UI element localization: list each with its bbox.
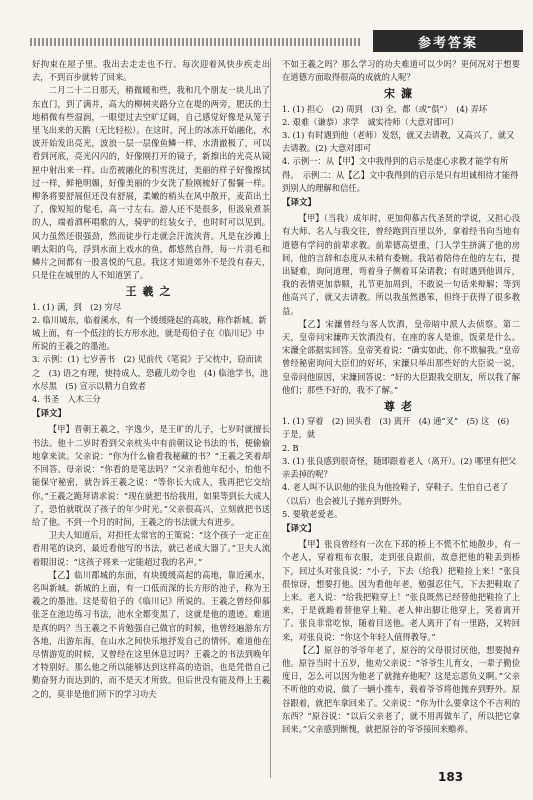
section-heading: 王羲之	[125, 285, 177, 299]
answer-item: 2. B	[282, 442, 299, 453]
translation-label: 【译文】	[282, 198, 317, 209]
translation-paragraph: 【甲】（当我）成年时，更加仰慕古代圣贤的学说，又担心没有大师、名人与我交往，曾经跑到百里以外，拿着经书向当地有道德有学问的前辈求教。前辈德高望重，门人学生挤满了他的房间，他的言辞和态度从未稍有委婉。我站着陪侍在他的左右，提出疑难，询问道理，弯着身子侧着耳朵请教；有时遇到他训斥，我的表情更加恭顺，礼节更加周到，不敢说一句话来辩解；等到他高兴了，就又去请教。所以我虽然愚笨，但终于获得了很多教益。	[282, 213, 520, 316]
column-divider	[270, 58, 271, 778]
answer-item: 5. 要敬老爱老。	[282, 508, 343, 519]
answer-item: 2. 艰难（谦恭）求学 诚实待师（大意对即可）	[282, 116, 459, 127]
paragraph: 好拘束在屋子里。我出去走走也不行。每次迎着风快步疾走出去，不到百步就转了回来。	[32, 59, 270, 83]
answer-item: 1. (1) 满，到 (2) 穷尽	[32, 301, 122, 312]
translation-paragraph: 卫夫人知道后，对担任太常官的王策说：“这个孩子一定正在看用笔的诀窍，最近看他写的书法，就已老成大器了。”卫夫人流着眼泪说：“这孩子将来一定能超过我的名声。”	[32, 530, 270, 567]
answer-item: 4. 示例一：从【甲】文中我得到的启示是虚心求教才能学有所得。 示例二：从【乙】文中我得到的启示是只有坦诚相待才能得到别人的理解和信任。	[282, 156, 519, 193]
paragraph: 不如王羲之吗？那么学习的功夫难道可以少吗？更何况对于想要在道德方面取得很高的成就的人呢？	[282, 59, 520, 83]
header-stripe	[30, 38, 360, 46]
page-number: 183	[438, 770, 464, 784]
answer-item: 3. (1) 张良感到很奇怪，随即跟着老人（离开）。(2) 哪里有把父亲丢掉的呢？	[282, 455, 517, 480]
translation-paragraph: 【甲】张良曾经有一次在下邳的桥上不慌不忙地散步，有一个老人，穿着粗布衣服，走到张良跟前，故意把他的鞋丢到桥下，回过头对张良说：“小子，下去（给我）把鞋捡上来！”张良很惊讶，想要打他。因为看他年老，勉强忍住气，下去把鞋取了上来。老人说：“给我把鞋穿上！”张良既然已经替他把鞋捡了上来，于是就跪着替他穿上鞋。老人伸出脚让他穿上，笑着离开了。张良非常吃惊，随着目送他。老人离开了有一里路，又转回来，对张良说：“你这个年轻人值得教导。”	[282, 539, 520, 642]
translation-label: 【译文】	[282, 523, 317, 534]
header-bar	[30, 30, 523, 52]
answer-item: 1. (1) 穿着 (2) 回头看 (3) 离开 (4) 通“叉” (5) 这 (6) 于是，就	[282, 416, 510, 440]
answer-item: 4. 书圣 入木三分	[32, 394, 101, 405]
answer-item: 2. 临川城东，临着溪水，有一个缓缓隆起的高坡，称作新城。新城上面，有一个低洼的长方形水池，就是荀伯子在《临川记》中所说的王羲之的墨池。	[32, 314, 267, 352]
translation-paragraph: 【乙】临川郡城的东面，有块缓缓高起的高地，靠近溪水，名叫新城。新城的上面，有一口低而深的长方形的池子，称为王羲之的墨池。这是荀伯子的《临川记》所说的。王羲之曾经仰慕张芝在池边练习书法，池水全都变黑了，这就是他的遗迹。难道是真的吗？当王羲之不肯勉强自己做官的时候，他曾经遍游东方各地，出游东海，在山水之间快乐地抒发自己的情怀。难道他在尽情游览的时候，又曾经在这里休息过吗？王羲之的书法到晚年才特别好。那么他之所以能够达到这样高的造诣，也是凭借自己勤奋努力而达到的，而不是天才所致。但后世没有能及得上王羲之的，莫非是他们所下的学习功夫	[32, 569, 270, 699]
answer-item: 3. 示例：(1) 七岁善书 (2) 见前代《笔说》于父枕中，窃而读之 (3) 语之有理，使持成人，恐蔽儿幼令也 (4) 临池学书，池水尽黑 (5) 宣示以精力自致者	[32, 354, 269, 391]
answer-item: 3. (1) 有时遇到他（老师）发怒，就又去请教，又高兴了，就又去请教。(2) 大意对即可	[282, 130, 515, 154]
answer-item: 1. (1) 担心 (2) 周到 (3) 全，都（或“俱”） (4) 弄坏	[282, 103, 488, 114]
translation-paragraph: 【乙】宋濂曾经与客人饮酒，皇帝暗中派人去侦察。第二天，皇帝问宋濂昨天饮酒没有，在座的客人是谁，饭菜是什么。宋濂全部据实回答。皇帝笑着说：“确实如此，你不欺骗我。”皇帝曾经秘密询问大臣们的好坏，宋濂只举出那些好的大臣说一说，皇帝问他原因，宋濂回答说：“好的大臣跟我交朋友，所以我了解他们；那些不好的，我不了解。”	[282, 318, 520, 395]
left-column	[32, 58, 270, 701]
answer-item: 4. 老人叫不认识他的张良为他捡鞋子，穿鞋子。生怕自己老了（以后）也会被儿子抛弃到野外。	[282, 482, 509, 506]
paragraph: 二月二十二日那天，稍微暖和些，我和几个朋友一块儿出了东直门，到了满井，高大的柳树夹路分立在堤的两旁，肥沃的土地稍微有些湿润，一眼望过去空旷辽阔，自己感觉好像是从笼子里飞出来的天鹅（无比轻松）。在这时，河上的冰冻开始融化，水波开始发出亮光，波浪一层一层像鱼鳞一样，水清澈极了，可以看到河底，亮光闪闪的，好像刚打开的镜子，新擦出的光亮从镜匣中射出来一样。山峦被融化的积雪洗过，美丽的样子好像擦拭过一样，鲜艳明媚，好像美丽的少女洗了脸刚梳好了髻鬟一样。柳条将要舒展但还没有舒展，柔嫩的梢头在风中散开，麦苗出土了，像短短的髦毛，高一寸左右。游人还不是很多，但汲泉煮茶的人，端着酒杯唱歌的人，骑驴的红装女子，也时时可以见到。风力虽然还很强劲，然而徒步行走就会汗流浃背。凡是在沙滩上晒太阳的鸟，浮到水面上戏水的鱼，都悠然自得，每一片羽毛和鳞片之间都有一股喜悦的气息。我这才知道郊外不是没有春天，只是住在城里的人不知道罢了。	[32, 85, 270, 281]
translation-paragraph: 【甲】晋朝王羲之，字逸少，是王旷的儿子，七岁时就擅长书法。他十二岁时看到父亲枕头中有前朝议论书法的书，便偷偷地拿来读。父亲说：“你为什么偷看我秘藏的书？”王羲之笑着却不回答。母亲说：“你看的是笔法吗？”父亲看他年纪小，怕他不能保守秘密，就告诉王羲之说：“等你长大成人，我再把它交给你。”王羲之跪拜请求说：“现在就把书给我用，如果等到长大成人了，恐怕就耽误了孩子的年少时光。”父亲很高兴，立刻就把书送给了他。不到一个月的时间，王羲之的书法就大有进步。	[32, 424, 270, 527]
section-heading: 尊老	[384, 400, 418, 414]
translation-label: 【译文】	[32, 409, 67, 420]
section-heading: 宋濂	[384, 87, 418, 101]
right-column	[282, 58, 520, 736]
section-title-tag: 参考答案	[373, 30, 523, 52]
translation-paragraph: 【乙】原谷的爷爷年老了，原谷的父母很讨厌他，想要抛弃他。原谷当时十五岁，他劝父亲说：“爷爷生儿育女，一辈子勤俭度日，怎么可以因为他老了就抛弃他呢？这是忘恩负义啊。”父亲不听他的劝说，做了一辆小推车，载着爷爷将他抛弃到野外。原谷跟着，就把车拿回来了。父亲说：“你为什么要拿这个不吉利的东西？”原谷说：“以后父亲老了，就不用再做车了，所以把它拿回来。”父亲感到惭愧，就把原谷的爷爷接回来赡养。	[282, 644, 520, 734]
